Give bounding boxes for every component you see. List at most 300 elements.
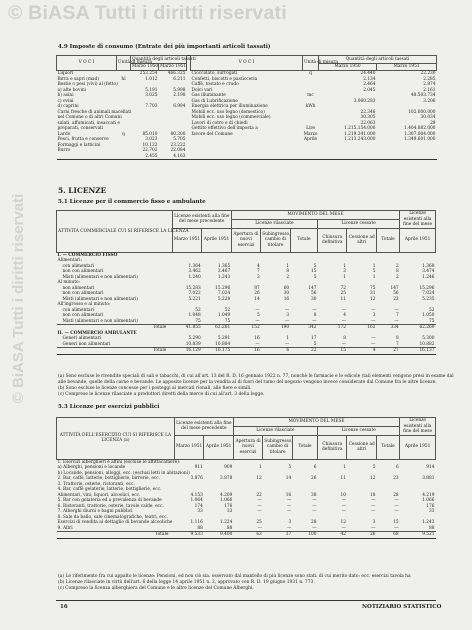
table-cell: 15.283 — [185, 285, 201, 291]
table-cell: 16 — [254, 336, 260, 341]
total-cell: 41.855 — [172, 325, 201, 331]
col-unita-right: Unità di misura — [303, 56, 319, 71]
table-cell: — — [312, 525, 317, 531]
table-cell: — — [394, 503, 399, 509]
table-cell: 3.060.283 — [353, 98, 376, 104]
table-cell: favore del Comune — [191, 131, 233, 137]
table-cell: 2.045 — [363, 87, 376, 93]
table-cell: 11 — [340, 476, 346, 481]
table-cell: 33 — [226, 509, 233, 514]
table-cell: — — [286, 509, 292, 514]
table-cell: 3.467 — [217, 269, 231, 274]
table-cell: 253.254 — [139, 71, 158, 76]
total-cell: Totale — [57, 532, 175, 539]
table-cell: 1.219.341.000 — [344, 131, 376, 137]
table-cell: — — [255, 341, 260, 347]
commerce-licences-table — [56, 210, 436, 355]
table-cell: 914 — [426, 465, 435, 470]
col-voci: V O C I — [57, 56, 117, 71]
total-cell: 6 — [261, 348, 290, 355]
table-cell: — — [257, 509, 262, 514]
table-cell: Misti (alimentari e non alimentari) — [62, 318, 138, 324]
table-cell: Liquori — [57, 71, 74, 76]
table-cell: 9. Altri — [57, 525, 73, 531]
table-cell: 4.153 — [190, 492, 203, 498]
table-cell: 22.346 — [360, 109, 376, 115]
col-totale-ril: Totale — [290, 228, 317, 252]
table-cell: 5 — [288, 465, 292, 470]
table-cell: 1.404.882.000 — [404, 126, 436, 131]
table-cell: 1.066 — [220, 498, 233, 503]
table-cell: 3.462 — [188, 269, 201, 274]
table-cell — [57, 154, 117, 160]
table-cell: 4.219 — [422, 492, 435, 498]
side-watermark: © BiASA Tutti i diritti riservati — [10, 193, 28, 404]
section-label: II. — COMMERCIO AMBULANTE — [57, 330, 137, 336]
table-cell: 7 — [395, 341, 399, 347]
table-cell: 3 — [286, 313, 290, 318]
table-cell: 8 — [343, 336, 346, 341]
table-cell: 23 — [393, 296, 399, 302]
table-cell: 3 — [288, 520, 292, 525]
table-cell: 1 — [343, 263, 346, 269]
col-rilasciate-53: Licenze rilasciate — [233, 426, 317, 435]
col-rilasciate: Licenze rilasciate — [231, 219, 317, 228]
table-cell: 1 — [343, 274, 346, 280]
col-marzo-1951: Marzo 1951 — [160, 64, 187, 70]
table-cell: 1.364 — [188, 263, 201, 269]
table-cell: 1 — [343, 465, 346, 470]
table-cell: 176 — [426, 503, 435, 509]
table-cell: 26 — [311, 476, 317, 481]
table-cell: 174 — [194, 503, 203, 509]
table-cell: Mobili ecc. uso legno (domestico) — [191, 109, 265, 115]
table-cell: — — [371, 336, 376, 341]
table-cell: 22.702 — [142, 148, 158, 153]
table-cell: 60 — [283, 285, 290, 291]
col-quantita: Quantità degli articoli tassati — [132, 56, 196, 62]
table-cell: Carni fresche di animali macellati — [57, 109, 132, 115]
total-cell: 100 — [292, 532, 317, 539]
table-cell: 16 — [285, 492, 292, 498]
table-cell: Lardo — [57, 131, 71, 137]
table-cell: Alimentari, vini, liquori, alcoolici, ecc. — [57, 492, 141, 498]
table-cell: 1 — [372, 274, 376, 280]
table-cell — [377, 154, 437, 160]
table-cell: a) alte bovini — [57, 87, 86, 93]
table-cell: 28 — [393, 492, 399, 498]
footnote: (c) Comprese le licenze rilasciate a produttori diretti della merce di cui all'art. 3 della legge. — [58, 392, 265, 397]
page-number: 16 — [60, 604, 68, 610]
table-cell: 30.034 — [420, 115, 436, 120]
table-cell: 5. Bar con gelateria ed a prevalenza di bevande — [57, 498, 162, 503]
table-cell: Caffè, tostato e crudo — [191, 82, 239, 87]
col-fine-aprile-53: Aprile 1951 — [400, 435, 436, 459]
table-cell: non con alimentari — [62, 313, 104, 318]
table-cell: — — [371, 307, 376, 313]
table-cell: 15 — [393, 520, 399, 525]
table-cell: 12 — [369, 476, 376, 481]
table-cell: 2 — [395, 263, 399, 269]
table-cell: 3 — [372, 520, 376, 525]
total-cell: Totale — [57, 348, 173, 355]
total-cell: 16 — [231, 348, 260, 355]
table-cell: 2.198 — [173, 93, 186, 98]
table-cell: Lire — [306, 126, 315, 131]
table-cell: 14 — [285, 476, 292, 481]
table-cell: Cioccolato, surrogati — [191, 71, 238, 76]
table-cell: 5.291 — [217, 336, 231, 341]
table-cell: Formaggi e latticini — [57, 142, 101, 148]
table-cell: 5 — [313, 341, 317, 347]
table-cell: — — [371, 498, 376, 503]
col-cessate-53: Licenze cessate — [318, 426, 400, 435]
table-cell: 30 — [283, 291, 290, 296]
table-cell: — — [394, 525, 399, 531]
table-cell: — — [284, 341, 290, 347]
table-cell: non alimentari — [62, 285, 95, 291]
table-cell: c) ovini — [57, 98, 74, 104]
total-cell: 162 — [347, 325, 376, 331]
table-cell: 1.224 — [220, 520, 233, 525]
table-cell: 1 — [286, 263, 290, 269]
section-5-title: 5. LICENZE — [58, 186, 107, 195]
table-cell: 466.325 — [167, 71, 186, 76]
table-cell: 1.307.004.000 — [404, 131, 436, 137]
table-cell: 14 — [254, 296, 260, 302]
table-cell: 10.122 — [142, 142, 158, 148]
table-cell: — — [255, 318, 260, 324]
table-cell: 1.246 — [422, 274, 435, 280]
table-cell: — — [286, 498, 292, 503]
table-cell: 25 — [340, 291, 346, 296]
table-cell: mc — [307, 93, 314, 98]
table-cell: 8 — [395, 269, 399, 274]
table-cell: 1.365 — [217, 263, 231, 269]
table-cell: 2 — [395, 274, 399, 280]
col-totale-ces-53: Totale — [376, 435, 399, 459]
table-cell: Gettito effettivo dell'imposta a — [191, 126, 258, 131]
col-marzo-53: Marzo 1951 — [174, 435, 203, 459]
col-totale-ril-53: Totale — [292, 435, 317, 459]
group-label: Alimentari: — [57, 258, 82, 263]
table-cell: — — [255, 307, 260, 313]
total-cell: 9.521 — [400, 532, 436, 539]
table-cell: 1.064 — [190, 498, 203, 503]
table-cell: 3.023 — [145, 137, 158, 142]
table-cell: 33 — [429, 509, 435, 514]
table-cell: 5 — [256, 313, 260, 318]
table-cell: 7.024 — [217, 291, 231, 296]
table-cell: Mobili ecc. uso legno (commerciale) — [191, 115, 271, 120]
table-cell: 5 — [313, 263, 317, 269]
footnote: alle bevande, quelle della carne e bevande. Le apposite licenze per la vendita al di fuori del ramo del negozio vengono invece considerate dal Comune fra le altre licenze. — [58, 380, 437, 385]
table-cell: — — [394, 509, 399, 514]
consumption-tax-table — [56, 55, 437, 160]
table-cell: Lavori di cotro e di chiedi — [191, 120, 248, 126]
total-cell: 16.137 — [400, 348, 436, 355]
col-cessate: Licenze cessate — [318, 219, 400, 228]
col-aprile-53: Aprile 1951 — [204, 435, 233, 459]
table-row — [57, 154, 437, 160]
table-cell: 1 — [259, 465, 262, 470]
table-cell: 15 — [311, 269, 317, 274]
table-cell: 2.455 — [145, 153, 158, 159]
table-cell: 15.296 — [215, 285, 231, 291]
table-cell: 6.211 — [173, 76, 186, 82]
table-cell: Gas di Lubrificazione — [191, 98, 238, 104]
table-cell: 3.206 — [423, 98, 436, 104]
table-cell: 5.235 — [422, 296, 435, 302]
table-cell: — — [394, 307, 399, 313]
table-cell: 6.994 — [173, 104, 186, 109]
total-cell: Totale — [57, 325, 173, 331]
table-cell: 6. Ristoranti, trattorie, osterie, tavole calde, ecc. — [57, 503, 164, 509]
col-attivita-esercizio: ATTIVITÀ DELL'ESERCIZIO CUI SI RIFERISCE LA LICENZA (a) — [57, 418, 175, 460]
col-cessione-53: Cessione ad altri — [347, 435, 376, 459]
publication-name: NOTIZIARIO STATISTICO — [362, 604, 442, 610]
table-cell: 1.066 — [422, 498, 435, 503]
table-cell: 52 — [224, 307, 231, 313]
table-cell: 31 — [369, 291, 376, 296]
table-cell: 3.474 — [422, 269, 435, 274]
table-cell: — — [394, 498, 399, 503]
col-totale-ces: Totale — [376, 228, 399, 252]
table-cell: 2 — [286, 274, 290, 280]
table-cell: — — [312, 498, 317, 503]
table-cell: Generi non alimentari — [62, 341, 111, 347]
total-cell: 62.269 — [400, 325, 436, 331]
table-cell: — — [371, 525, 376, 531]
col-alla-fine: Licenze esistenti alla fine del mese — [400, 211, 436, 229]
table-cell: 3.025 — [145, 93, 158, 98]
table-cell: 3 — [372, 313, 376, 318]
table-cell: 3 — [256, 274, 260, 280]
total-cell: 342 — [290, 325, 317, 331]
table-cell: 2.134 — [363, 76, 376, 82]
table-cell: kWh — [305, 104, 316, 109]
table-cell: 1.012 — [145, 76, 158, 82]
table-cell: 10.839 — [185, 341, 201, 347]
table-cell: con alimentari — [62, 263, 95, 269]
table-cell: 10 — [340, 492, 346, 498]
table-cell — [303, 154, 319, 160]
table-cell: Burro — [57, 148, 71, 153]
table-cell: 4 — [343, 313, 346, 318]
table-cell: 80.300 — [170, 131, 186, 137]
table-cell: 5 — [372, 269, 376, 274]
licences-notes — [58, 374, 454, 398]
footnote: (b) Licenze rilasciate in virtù dell'art. 6 della legge 14 aprile 1951 n. 2, approvato con R. D. 19 giugno 1931 n. 773. — [58, 580, 315, 585]
col-movimento: MOVIMENTO DEL MESE — [231, 211, 399, 220]
table-cell: nel Comune o di altri Comuni — [57, 115, 122, 120]
table-cell: 4 — [256, 263, 260, 269]
table-cell: 30.305 — [360, 115, 376, 120]
total-cell: 4 — [347, 348, 376, 355]
table-cell: 1.049 — [217, 313, 231, 318]
total-cell: 26 — [347, 532, 376, 539]
table-cell: 29 — [430, 120, 436, 126]
table-cell: Birra e sapri (mad) — [57, 76, 100, 82]
table-cell: 15.296 — [419, 285, 435, 291]
total-row — [57, 348, 436, 355]
table-cell: Misti (alimentari e non alimentari) — [62, 274, 138, 280]
public-licences-notes — [58, 574, 411, 592]
col-voci-right: V O C I — [191, 56, 303, 71]
col-attivita: ATTIVITÀ COMMERCIALE CUI SI RIFERISCE LA LICENZA — [57, 211, 173, 253]
table-cell: 1.213.243.000 — [344, 137, 376, 142]
table-cell: 1.240 — [188, 274, 201, 280]
table-cell: 25 — [256, 520, 262, 525]
table-cell: 5.705 — [173, 137, 186, 142]
table-cell: 26 — [254, 291, 260, 296]
table-cell: 87 — [254, 285, 260, 291]
table-cell: 23.222 — [170, 142, 186, 148]
table-cell: 1.243 — [422, 520, 435, 525]
table-cell: 33 — [197, 509, 203, 514]
table-cell: 88 — [197, 525, 203, 531]
table-cell: 3.881 — [422, 476, 435, 481]
footnote: (b) Sono escluse le licenze concesse per i posteggi ai mercati rionali, alle fiere e simili. — [58, 386, 252, 391]
table-cell: 1 — [286, 336, 290, 341]
table-cell: 18 — [369, 492, 376, 498]
table-cell: 10.882 — [419, 341, 435, 347]
table-cell: 1. Esercizi alberghieri e affini (escluse le affittacamere): — [57, 459, 181, 465]
col-subingresso-53: Subingresso, cambio di titolare — [263, 435, 292, 459]
total-cell: 334 — [376, 325, 399, 331]
table-cell: 1 — [372, 263, 376, 269]
footnote: (a) Sono escluse le rivendite speciali di sali e tabacchi, di cui all'art. 13 del R. D. 16 gennaio 1922 n. 77, nonchè le farmacie e le edicole (tali elementi vengono presi in esame dal — [58, 374, 454, 379]
total-cell: 152 — [231, 325, 260, 331]
table-cell: 147 — [390, 285, 399, 291]
table-cell: 75 — [429, 318, 435, 324]
table-cell: con alimentari — [62, 307, 95, 313]
col-aprile: Aprile 1951 — [202, 228, 231, 252]
table-cell: 3. Trattorie, osterie, ristoranti, ecc. — [57, 481, 135, 487]
table-cell: 5.290 — [188, 336, 201, 341]
table-cell — [117, 154, 131, 160]
col-fine-aprile: Aprile 1951 — [400, 228, 436, 252]
table-cell: 30 — [311, 296, 317, 302]
table-cell: 6 — [395, 465, 399, 470]
total-cell: 16.129 — [172, 348, 201, 355]
col-movimento-53: MOVIMENTO DEL MESE — [233, 418, 399, 427]
table-cell: b) Locande, pensioni, alloggi, ecc. (esclusi letti in abitazioni) — [57, 470, 190, 476]
table-cell: 1.349.601.000 — [404, 137, 436, 142]
table-cell: 88 — [429, 525, 435, 531]
total-row — [57, 532, 436, 539]
table-cell: 10.884 — [215, 341, 231, 347]
table-cell: 12 — [369, 296, 376, 302]
table-cell — [191, 154, 303, 160]
total-cell: 63 — [233, 532, 262, 539]
table-cell: 8 — [286, 269, 290, 274]
table-cell: a) Alberghi, pensioni e locande — [57, 465, 126, 470]
table-cell: 7.024 — [422, 291, 435, 296]
table-cell: 7.703 — [145, 104, 158, 109]
table-cell: — — [341, 498, 346, 503]
total-cell: 37 — [263, 532, 292, 539]
table-cell: Marzo — [303, 131, 318, 137]
table-cell: 2.161 — [423, 87, 436, 93]
table-cell: Pesci, frutta e conserve — [57, 137, 109, 142]
col-nuovi: Apertura di nuovi esercizi — [231, 228, 260, 252]
table-cell: q — [122, 131, 125, 137]
table-cell: 102.000.000 — [408, 109, 436, 115]
table-cell: Gas illuminante — [191, 93, 226, 98]
table-cell: salati, affumicati, insaccati e — [57, 120, 120, 126]
total-cell: 9.533 — [174, 532, 203, 539]
section-label: I. — COMMERCIO FISSO — [57, 252, 118, 258]
table-cell: b) asini — [57, 93, 74, 98]
col-unita: Unità di misura — [117, 56, 131, 71]
table-cell: 75 — [369, 285, 376, 291]
table-cell: 7. Alberghi diurni e bagni pubblici — [57, 509, 133, 514]
table-cell: 5.998 — [173, 87, 186, 93]
col-fine-53: Licenze esistenti alla fine del mese — [400, 418, 436, 436]
table-cell: — — [371, 318, 376, 324]
table-cell: 5.191 — [145, 87, 158, 93]
table-cell: — — [257, 498, 262, 503]
table-cell: — — [394, 318, 399, 324]
table-cell: 56 — [393, 291, 399, 296]
table-cell: 8. Sale da ballo, sale cinematografiche, teatri, ecc. — [57, 514, 169, 520]
table-cell: 2.464 — [363, 82, 376, 87]
table-cell: Generi alimentari — [62, 336, 101, 341]
table-cell: 22.230 — [420, 71, 436, 76]
table-cell: 5.221 — [188, 296, 201, 302]
group-label: Al minuto: — [57, 280, 81, 285]
table-cell: 75 — [195, 318, 201, 324]
total-cell: 62.261 — [202, 325, 231, 331]
table-cell: 147 — [308, 285, 317, 291]
table-cell: 176 — [224, 503, 233, 509]
total-cell: 172 — [318, 325, 347, 331]
total-cell: 15 — [318, 348, 347, 355]
public-establishment-licences-table — [56, 417, 436, 539]
col-marzo-1950-right: Marzo 1950 — [319, 64, 377, 71]
table-cell: 12 — [340, 520, 346, 525]
total-cell: 190 — [261, 325, 290, 331]
table-cell: — — [341, 341, 346, 347]
table-cell: — — [341, 525, 346, 531]
table-cell: 2. Bar, caffè, latterie, bottiglierie, birrerie, ecc. — [57, 476, 161, 481]
table-cell: 8 — [395, 336, 399, 341]
table-cell: — — [371, 341, 376, 347]
table-cell: 75 — [224, 318, 231, 324]
table-cell: q — [309, 71, 312, 76]
table-cell: — — [284, 307, 290, 313]
table-cell: 911 — [194, 465, 203, 470]
table-cell: 3.876 — [190, 476, 203, 481]
table-cell: 4.163 — [173, 153, 186, 159]
table-cell: 3.878 — [220, 476, 233, 481]
group-label: All'ingrosso e al minuto: — [57, 302, 111, 307]
table-cell: 5 — [313, 274, 317, 280]
table-cell: 6 — [313, 465, 317, 470]
table-cell: Energia elettrica per illuminazione — [191, 104, 268, 109]
table-cell: 22.063 — [360, 120, 376, 126]
col-esistenti: Licenze esistenti alla fine del mese precedente — [174, 418, 233, 436]
footer-rule — [56, 600, 436, 601]
table-cell: 11 — [340, 296, 346, 302]
table-cell: 88 — [226, 525, 233, 531]
table-cell: 5 — [372, 465, 376, 470]
col-nuovi-53: Apertura di nuovi esercizi — [233, 435, 262, 459]
table-cell: preparati, conservati — [57, 126, 104, 131]
table-cell: Confetti, biscotti e pasticceria — [191, 76, 258, 82]
col-licenze-esistenti: Licenze esistenti alla fine del mese precedente — [172, 211, 231, 229]
